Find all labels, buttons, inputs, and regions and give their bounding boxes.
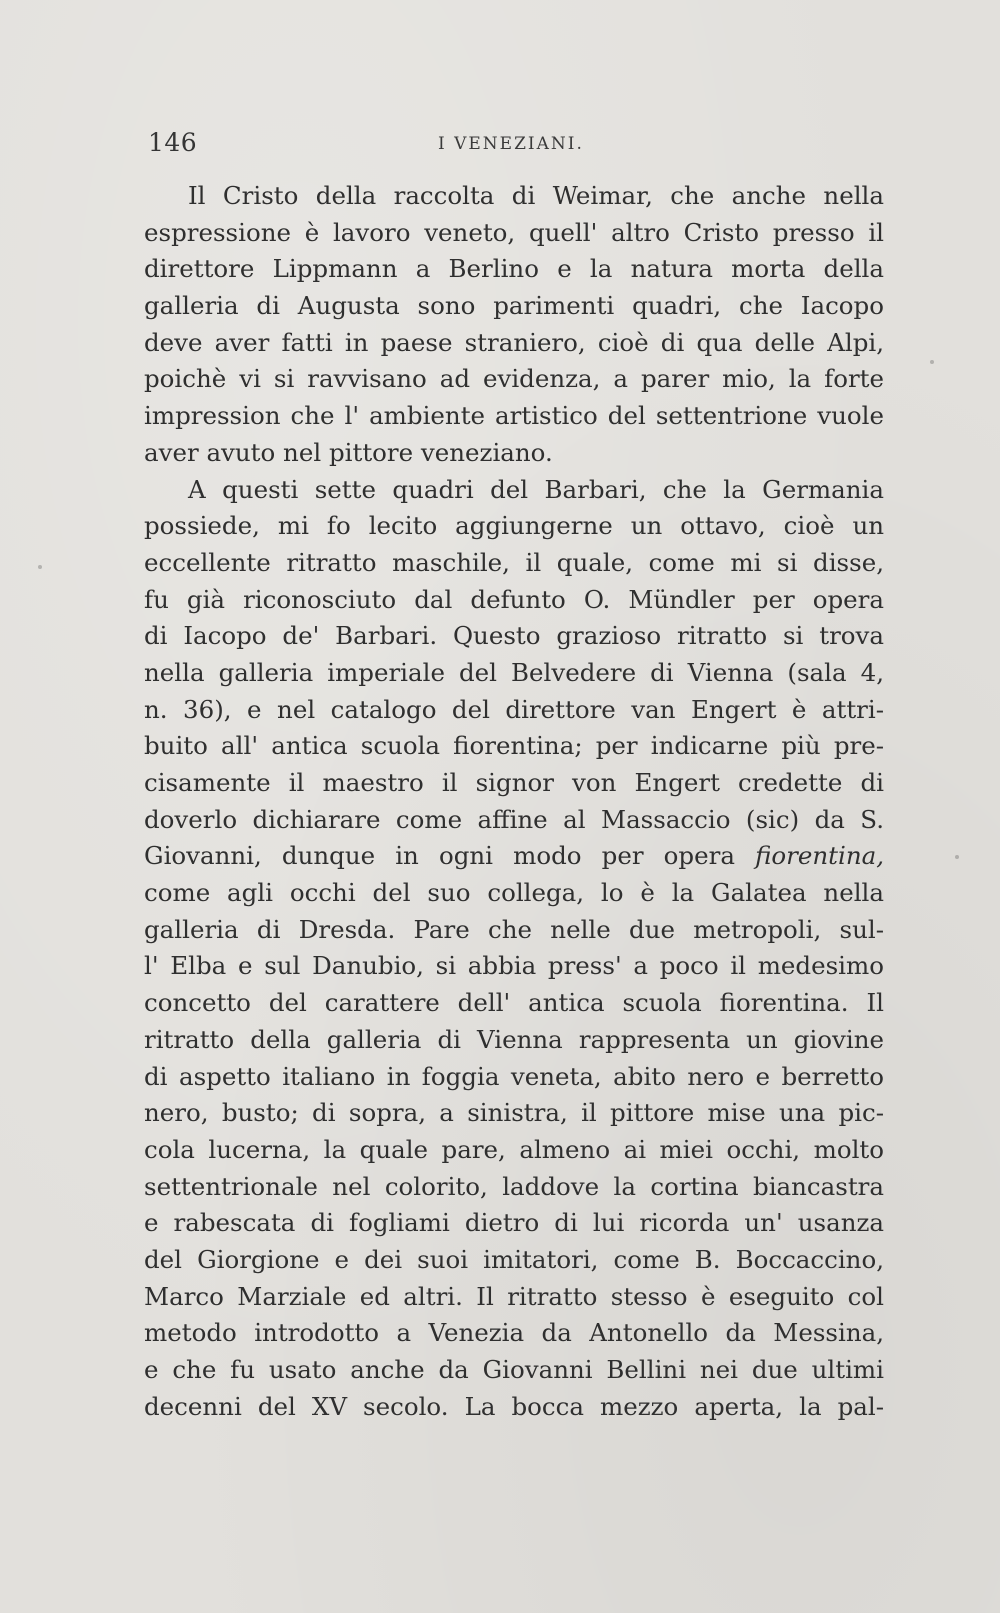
text-line: Il Cristo della raccolta di Weimar, che anche nella: [188, 181, 884, 210]
text-line: impression che l' ambiente artistico del settentrione vuole: [144, 401, 884, 431]
text-line: fu già riconosciuto dal defunto O. Mündler per opera: [144, 584, 884, 614]
text-line: come agli occhi del suo collega, lo è la Galatea nella: [144, 878, 884, 908]
paper-speck: [38, 565, 42, 569]
text-line: settentrionale nel colorito, laddove la cortina biancastra: [144, 1171, 884, 1201]
running-head: I VENEZIANI.: [438, 134, 584, 154]
text-line: doverlo dichiarare come affine al Massaccio (sic) da S.: [144, 804, 884, 834]
text-line: nella galleria imperiale del Belvedere di Vienna (sala 4,: [144, 657, 884, 687]
page-header: [148, 128, 888, 168]
text-line: cisamente il maestro il signor von Engert credette di: [144, 768, 884, 797]
text-line: buito all' antica scuola fiorentina; per indicarne più pre-: [144, 731, 884, 761]
text-line: concetto del carattere dell' antica scuola fiorentina. Il: [144, 988, 884, 1018]
text-line: eccellente ritratto maschile, il quale, come mi si disse,: [144, 547, 884, 577]
text-line: galleria di Dresda. Pare che nelle due metropoli, sul-: [144, 914, 884, 944]
italic-word: fiorentina,: [755, 841, 884, 871]
text-line: ritratto della galleria di Vienna rappresenta un giovine: [144, 1024, 884, 1054]
text-line: e rabescata di fogliami dietro di lui ricorda un' usanza: [144, 1208, 884, 1238]
paper-speck: [955, 855, 959, 859]
text-line: del Giorgione e dei suoi imitatori, come B. Boccaccino,: [144, 1244, 884, 1274]
text-line: e che fu usato anche da Giovanni Bellini nei due ultimi: [144, 1355, 884, 1384]
text-line: nero, busto; di sopra, a sinistra, il pittore mise una pic-: [144, 1098, 884, 1128]
text-line: possiede, mi fo lecito aggiungerne un ottavo, cioè un: [144, 511, 884, 541]
text-line: di aspetto italiano in foggia veneta, abito nero e berretto: [144, 1061, 884, 1091]
text-line: Marco Marziale ed altri. Il ritratto stesso è eseguito col: [144, 1281, 884, 1311]
text-line: decenni del XV secolo. La bocca mezzo aperta, la pal-: [144, 1391, 884, 1421]
text-line: galleria di Augusta sono parimenti quadri, che Iacopo: [144, 291, 884, 321]
text-line: di Iacopo de' Barbari. Questo grazioso ritratto si trova: [144, 621, 884, 651]
text-line: n. 36), e nel catalogo del direttore van Engert è attri-: [144, 694, 884, 724]
text-line: aver avuto nel pittore veneziano.: [144, 437, 553, 467]
text-line: cola lucerna, la quale pare, almeno ai miei occhi, molto: [144, 1134, 884, 1164]
text-segment: Giovanni, dunque in ogni modo per opera: [144, 841, 735, 871]
text-line: espressione è lavoro veneto, quell' altro Cristo presso il: [144, 217, 884, 247]
body-text: [144, 178, 884, 1425]
text-line: A questi sette quadri del Barbari, che la Germania: [188, 474, 884, 504]
text-line: metodo introdotto a Venezia da Antonello da Messina,: [144, 1318, 884, 1348]
paper-speck: [930, 360, 934, 364]
text-line: [144, 838, 884, 875]
text-line: poichè vi si ravvisano ad evidenza, a parer mio, la forte: [144, 364, 884, 394]
text-line: direttore Lippmann a Berlino e la natura morta della: [144, 254, 884, 284]
text-line: deve aver fatti in paese straniero, cioè di qua delle Alpi,: [144, 327, 884, 357]
text-line: l' Elba e sul Danubio, si abbia press' a poco il medesimo: [144, 951, 884, 981]
page-number: 146: [148, 128, 198, 157]
